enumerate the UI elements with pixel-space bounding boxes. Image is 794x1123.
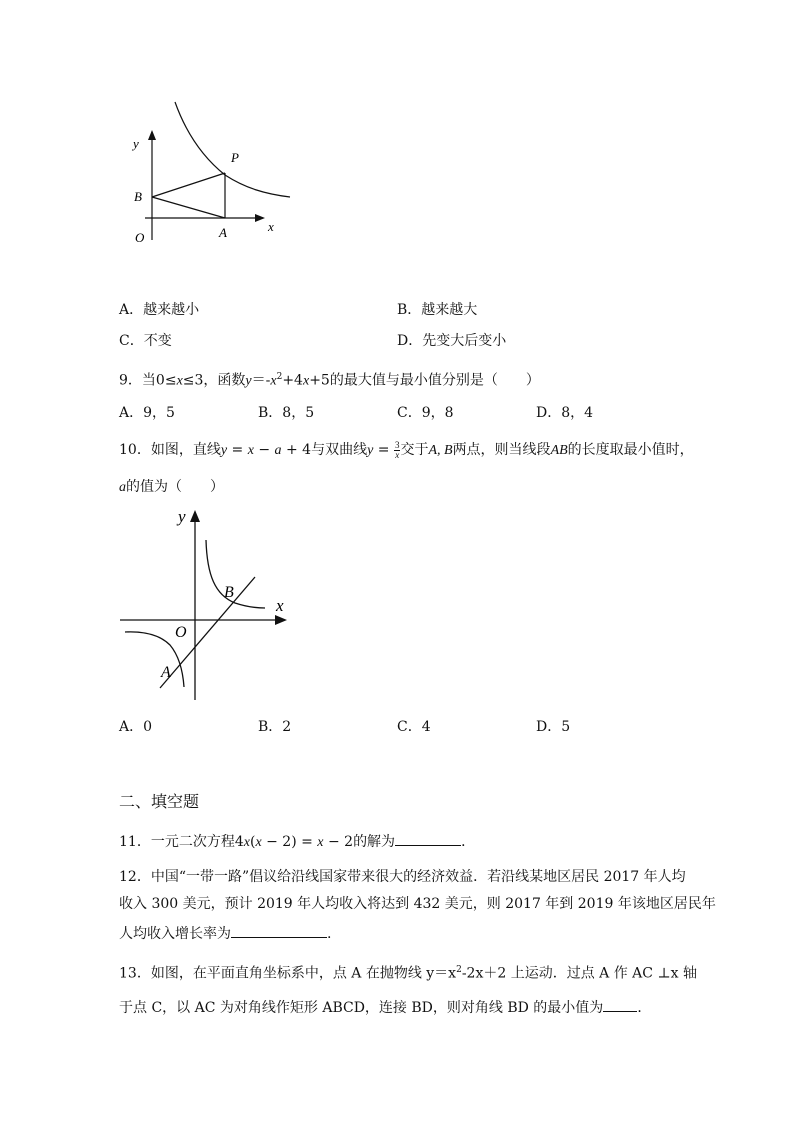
q12-answer-blank[interactable] [231,923,327,938]
q12-line1: 12．中国“一带一路”倡议给沿线国家带来很大的经济效益．若沿线某地区居民 2017 年人均 [119,869,686,885]
q10-tail: 两点，则当线段 [452,442,551,458]
q11-end: ． [461,834,476,850]
q13-end: ． [637,1000,652,1016]
q9-cond-pre: 0≤ [155,372,177,389]
q10-hyp-y: y [367,443,374,458]
q13-line1 [119,960,697,984]
q9-func-end: +5 [309,372,330,389]
q10-line2-tail: 的值为（ ） [126,479,224,495]
q11-number: 11．一元二次方程 [119,834,235,850]
q9-func-mid: +4 [282,372,303,389]
fig2-y-arrow [190,510,200,522]
q10-seg: AB [550,443,568,458]
q13-line1-post: -2x＋2 上运动．过点 A 作 AC ⊥x 轴 [461,965,697,982]
q10-option-c: C．4 [397,719,431,735]
q13-answer-blank[interactable] [603,997,637,1012]
fig1-x-arrow [255,214,265,222]
fig2-hyperbola-branch-right [206,540,265,608]
q9-number: 9．当 [119,372,156,389]
q10-line-x: x [247,443,254,458]
q10-line2-a: a [119,480,126,495]
q8-option-c: C．不变 [119,333,172,349]
q11-minus2b: − 2 [323,834,354,850]
q10-line-y: y [220,443,228,458]
q9-option-d: D．8，4 [536,405,594,421]
q12-line3 [119,923,331,944]
q13-line2-text: 于点 C，以 AC 为对角线作矩形 ABCD，连接 BD，则对角线 BD 的最小值为 [119,1000,604,1016]
figure-line-hyperbola-ab [115,505,295,705]
q10-line-eq: = [227,442,248,458]
q9-option-b: B．8，5 [258,405,315,421]
fig1-label-x: x [268,219,274,234]
q10-points: A, B [428,443,453,458]
q9-func-eq: ＝- [251,372,271,389]
q10-hyp-num: 3 [394,439,400,450]
q10-number: 10．如图，直线 [119,442,221,458]
q11-minus2: − 2) = [261,834,318,850]
q10-stem-line1 [119,440,694,461]
q10-option-d: D．5 [536,719,571,735]
q10-stem-line2 [119,477,224,498]
q11-x3: x [317,835,324,850]
q9-tail: 的最大值与最小值分别是（ ） [329,372,540,389]
q10-mid2: 交于 [400,442,429,458]
q10-option-a: A．0 [119,719,153,735]
fig2-label-a: A [161,664,171,681]
fig2-label-y: y [178,507,186,526]
q11-answer-blank[interactable] [395,831,461,846]
q9-option-c: C．9，8 [397,405,454,421]
q11-tail: 的解为 [353,834,396,850]
q9-func-sq: 2 [276,372,283,382]
q8-option-d: D．先变大后变小 [397,333,507,349]
q9-option-a: A．9，5 [119,405,175,421]
fig2-label-o: O [175,624,187,641]
fig1-segment-ba [152,197,225,218]
fig2-x-arrow [275,615,287,625]
q11-coef: 4 [234,834,244,850]
q8-option-a: A．越来越小 [119,302,200,318]
q10-line-minus: − [253,442,275,458]
q10-mid: 与双曲线 [311,442,368,458]
fig1-label-b: B [134,189,142,204]
q13-line1-sup: 2 [456,965,462,975]
fig1-y-arrow [148,130,156,140]
q12-end: . [327,926,332,942]
q10-hyp-eq: = [373,442,394,458]
fig1-label-p: P [231,150,239,165]
q11-x1: x [243,835,250,850]
q9-var-x: x [176,373,183,389]
q9-func-x1: x [270,373,277,389]
fig1-label-o: O [135,230,145,245]
q9-func-x2: x [302,373,310,389]
fig1-segment-bp [152,173,225,197]
q11-stem [119,831,475,853]
fig1-label-y: y [133,136,139,151]
q9-cond-post: ≤3，函数 [182,372,246,389]
fig1-label-a: A [219,225,227,240]
q13-line1-pre: 13．如图，在平面直角坐标系中，点 A 在抛物线 y＝x [119,965,457,982]
fig2-label-b: B [224,584,234,601]
q10-tail2: 的长度取最小值时， [567,442,694,458]
q12-line2: 收入 300 美元，预计 2019 年人均收入将达到 432 美元，则 2017 年到 2019 年该地区居民年 [119,896,716,912]
q10-line-end: + 4 [281,442,312,458]
q10-option-b: B．2 [258,719,292,735]
q10-line-a: a [274,443,282,458]
fig2-label-x: x [276,596,284,615]
q8-option-b: B．越来越大 [397,302,478,318]
q12-line3-text: 人均收入增长率为 [119,926,231,942]
q10-hyp-den: x [395,449,400,460]
q11-paren-open: ( [249,834,256,850]
q9-stem [119,367,540,392]
q11-x2: x [255,835,262,850]
q9-func-y: y [245,373,252,389]
q13-line2 [119,997,651,1018]
figure-hyperbola-bap [125,100,295,250]
section-title-fill-blank: 二、填空题 [119,792,200,811]
